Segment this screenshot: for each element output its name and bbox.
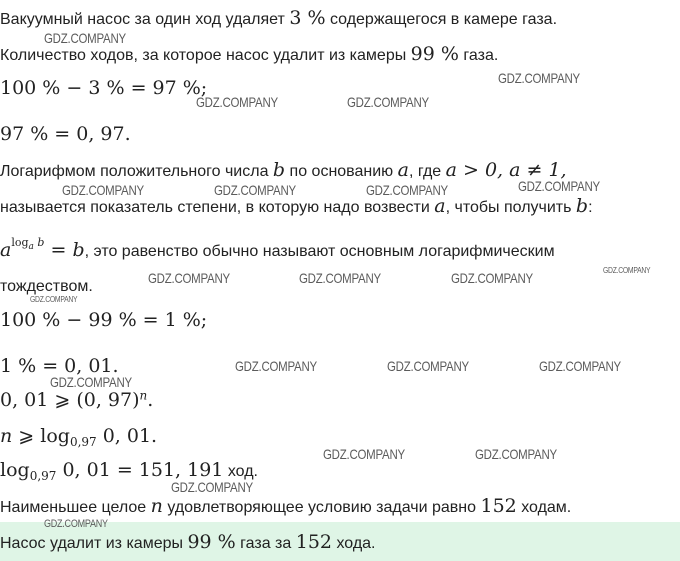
math: a > 0, a ≠ 1, bbox=[445, 159, 567, 181]
watermark: GDZ.COMPANY bbox=[475, 446, 557, 462]
math: n bbox=[0, 425, 13, 447]
text: содержащегося в камере газа. bbox=[325, 11, 558, 28]
text: газа за bbox=[235, 535, 296, 552]
text: Количество ходов, за которое насос удалит из камеры bbox=[0, 47, 411, 64]
line-12 bbox=[0, 426, 157, 448]
watermark: GDZ.COMPANY bbox=[323, 446, 405, 462]
math: b bbox=[575, 195, 589, 217]
subscript: 0,97 bbox=[29, 469, 57, 484]
text: Наименьшее целое bbox=[0, 499, 151, 516]
watermark: GDZ.COMPANY bbox=[50, 374, 132, 390]
line-8: тождеством. bbox=[0, 278, 93, 295]
watermark: GDZ.COMPANY bbox=[214, 182, 296, 198]
text: хода. bbox=[332, 535, 376, 552]
log: log bbox=[11, 235, 29, 249]
text: ход. bbox=[223, 463, 258, 480]
line-14 bbox=[0, 496, 571, 518]
text: , чтобы получить bbox=[445, 199, 576, 216]
sub: a bbox=[28, 241, 34, 252]
math: log bbox=[0, 459, 30, 481]
answer-line bbox=[0, 532, 376, 554]
line-11 bbox=[0, 390, 153, 412]
math: 152 bbox=[480, 495, 517, 517]
line-1 bbox=[0, 8, 557, 30]
math: 152 bbox=[295, 531, 332, 553]
subscript: 0,97 bbox=[69, 435, 97, 450]
math: 0, 01 ⩾ (0, 97) bbox=[0, 389, 140, 411]
text: ходам. bbox=[516, 499, 572, 516]
text: газа. bbox=[458, 47, 499, 64]
math: 99 % bbox=[187, 531, 236, 553]
text: Логарифмом положительного числа bbox=[0, 163, 273, 180]
watermark: GDZ.COMPANY bbox=[44, 518, 108, 530]
text: : bbox=[588, 199, 593, 216]
watermark: GDZ.COMPANY bbox=[347, 94, 429, 110]
text: Насос удалит из камеры bbox=[0, 535, 188, 552]
watermark: GDZ.COMPANY bbox=[148, 270, 230, 286]
text: по основанию bbox=[285, 163, 398, 180]
text: Вакуумный насос за один ход удаляет bbox=[0, 11, 290, 28]
math: 0, 01 = 151, 191 bbox=[56, 459, 224, 481]
line-9: 100 % − 99 % = 1 %; bbox=[0, 309, 208, 331]
line-10: 1 % = 0, 01. bbox=[0, 355, 119, 377]
watermark: GDZ.COMPANY bbox=[603, 266, 651, 275]
line-4: 97 % = 0, 97. bbox=[0, 123, 131, 145]
math: n bbox=[150, 495, 163, 517]
math: b bbox=[272, 159, 286, 181]
text: , это равенство обычно называют основным логарифмическим bbox=[84, 243, 555, 260]
watermark: GDZ.COMPANY bbox=[539, 358, 621, 374]
watermark: GDZ.COMPANY bbox=[498, 70, 580, 86]
math: b bbox=[72, 239, 85, 261]
superscript: n bbox=[139, 388, 148, 403]
watermark: GDZ.COMPANY bbox=[387, 358, 469, 374]
math: a bbox=[397, 159, 409, 181]
math: a bbox=[434, 195, 446, 217]
superscript bbox=[11, 235, 45, 252]
line-2 bbox=[0, 44, 498, 66]
math: 0, 01. bbox=[96, 425, 158, 447]
line-6 bbox=[0, 196, 593, 218]
line-5 bbox=[0, 160, 567, 182]
watermark: GDZ.COMPANY bbox=[30, 295, 78, 304]
math: = bbox=[44, 239, 73, 261]
watermark: GDZ.COMPANY bbox=[451, 270, 533, 286]
watermark: GDZ.COMPANY bbox=[518, 178, 600, 194]
text: удовлетворяющее условию задачи равно bbox=[162, 499, 481, 516]
line-3: 100 % − 3 % = 97 %; bbox=[0, 77, 208, 99]
watermark: GDZ.COMPANY bbox=[235, 358, 317, 374]
watermark: GDZ.COMPANY bbox=[44, 30, 126, 46]
watermark: GDZ.COMPANY bbox=[366, 182, 448, 198]
watermark: GDZ.COMPANY bbox=[62, 182, 144, 198]
watermark: GDZ.COMPANY bbox=[299, 270, 381, 286]
line-7 bbox=[0, 235, 555, 262]
watermark: GDZ.COMPANY bbox=[171, 479, 253, 495]
math: . bbox=[147, 389, 154, 411]
math: ⩾ log bbox=[12, 425, 70, 447]
math: 99 % bbox=[410, 43, 459, 65]
text: , где bbox=[408, 163, 446, 180]
math: a bbox=[0, 239, 12, 261]
text: называется показатель степени, в которую надо возвести bbox=[0, 199, 435, 216]
watermark: GDZ.COMPANY bbox=[196, 94, 278, 110]
arg: b bbox=[33, 235, 45, 249]
math: 3 % bbox=[289, 7, 326, 29]
